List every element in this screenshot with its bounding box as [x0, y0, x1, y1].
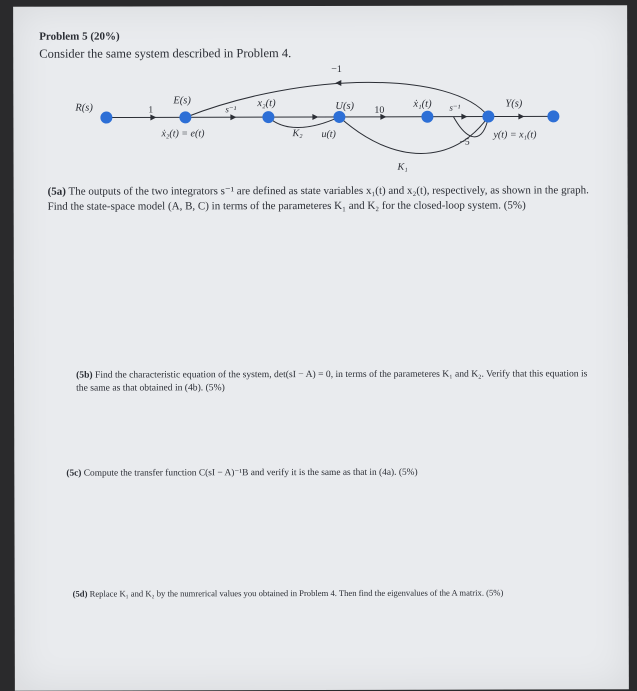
gain-one: 1: [148, 105, 154, 116]
node-x1: [482, 111, 494, 123]
node-x1dot: [421, 111, 433, 123]
gain-ten: 10: [374, 104, 385, 116]
feedback-loop-minus-five: [453, 117, 488, 137]
label-x1dot: ẋ₁(t): [413, 98, 432, 110]
question-5a-label: (5a): [47, 185, 66, 198]
question-5c: [66, 466, 586, 480]
node-r: [100, 112, 112, 124]
label-e: E(s): [173, 95, 191, 107]
question-5d: [73, 587, 593, 600]
question-5c-label: (5c): [66, 468, 82, 479]
question-5a-text: The outputs of the two integrators s⁻¹ are defined as state variables x₁(t) and x₂(t), respectively, as shown in the graph. Find the state-space model (A, B, C) in terms of the parameteres K₁ and K₂ for the closed-loop system. (5%): [47, 184, 589, 213]
signal-flow-graph: [13, 5, 627, 187]
arrowhead: [518, 113, 524, 119]
annotation-x2dot: ẋ₂(t) = e(t): [161, 128, 205, 140]
question-5b: [76, 368, 596, 395]
question-5c-text: Compute the transfer function C(sI − A)⁻¹B and verify it is the same as that in (4a). (5%): [83, 467, 418, 479]
annotation-yt: y(t) = x₁(t): [493, 129, 537, 141]
feedback-branch-k1: [339, 117, 488, 154]
label-x2: x₂(t): [257, 98, 276, 110]
paper-sheet: [13, 5, 629, 691]
feedback-branch-k2: [268, 117, 339, 128]
gain-k1: K₁: [397, 161, 408, 173]
problem-title: Problem 5 (20%): [39, 30, 120, 43]
label-u: U(s): [335, 100, 355, 112]
gain-minus-five: −5: [459, 137, 470, 148]
gain-minus-one: −1: [331, 63, 342, 75]
question-5d-text: Replace K₁ and K₂ by the numrerical values you obtained in Problem 4. Then find the eigenvalues of the A matrix. (5%): [89, 587, 504, 599]
arrowhead: [335, 80, 341, 86]
question-5a: [48, 183, 594, 213]
label-y: Y(s): [505, 98, 523, 110]
node-e: [179, 111, 191, 123]
annotation-ut: u(t): [321, 128, 336, 140]
label-r: R(s): [75, 102, 93, 114]
problem-subtitle: Consider the same system described in Problem 4.: [39, 46, 292, 61]
node-u: [333, 111, 345, 123]
gain-s-inv-2: s⁻¹: [449, 102, 461, 113]
arrowhead: [312, 114, 318, 120]
gain-k2: K₂: [292, 128, 303, 140]
gain-s-inv-1: s⁻¹: [225, 104, 237, 115]
node-x2: [262, 111, 274, 123]
arrowhead: [461, 114, 467, 120]
arrowhead: [230, 114, 236, 120]
question-5b-text: Find the characteristic equation of the system, det(sI − A) = 0, in terms of the parameteres K₁ and K₂. Verify that this equation is the same as that obtained in (4b). (5%): [76, 368, 588, 394]
question-5b-label: (5b): [76, 369, 93, 381]
node-y: [547, 110, 559, 122]
question-5d-label: (5d): [72, 588, 88, 599]
